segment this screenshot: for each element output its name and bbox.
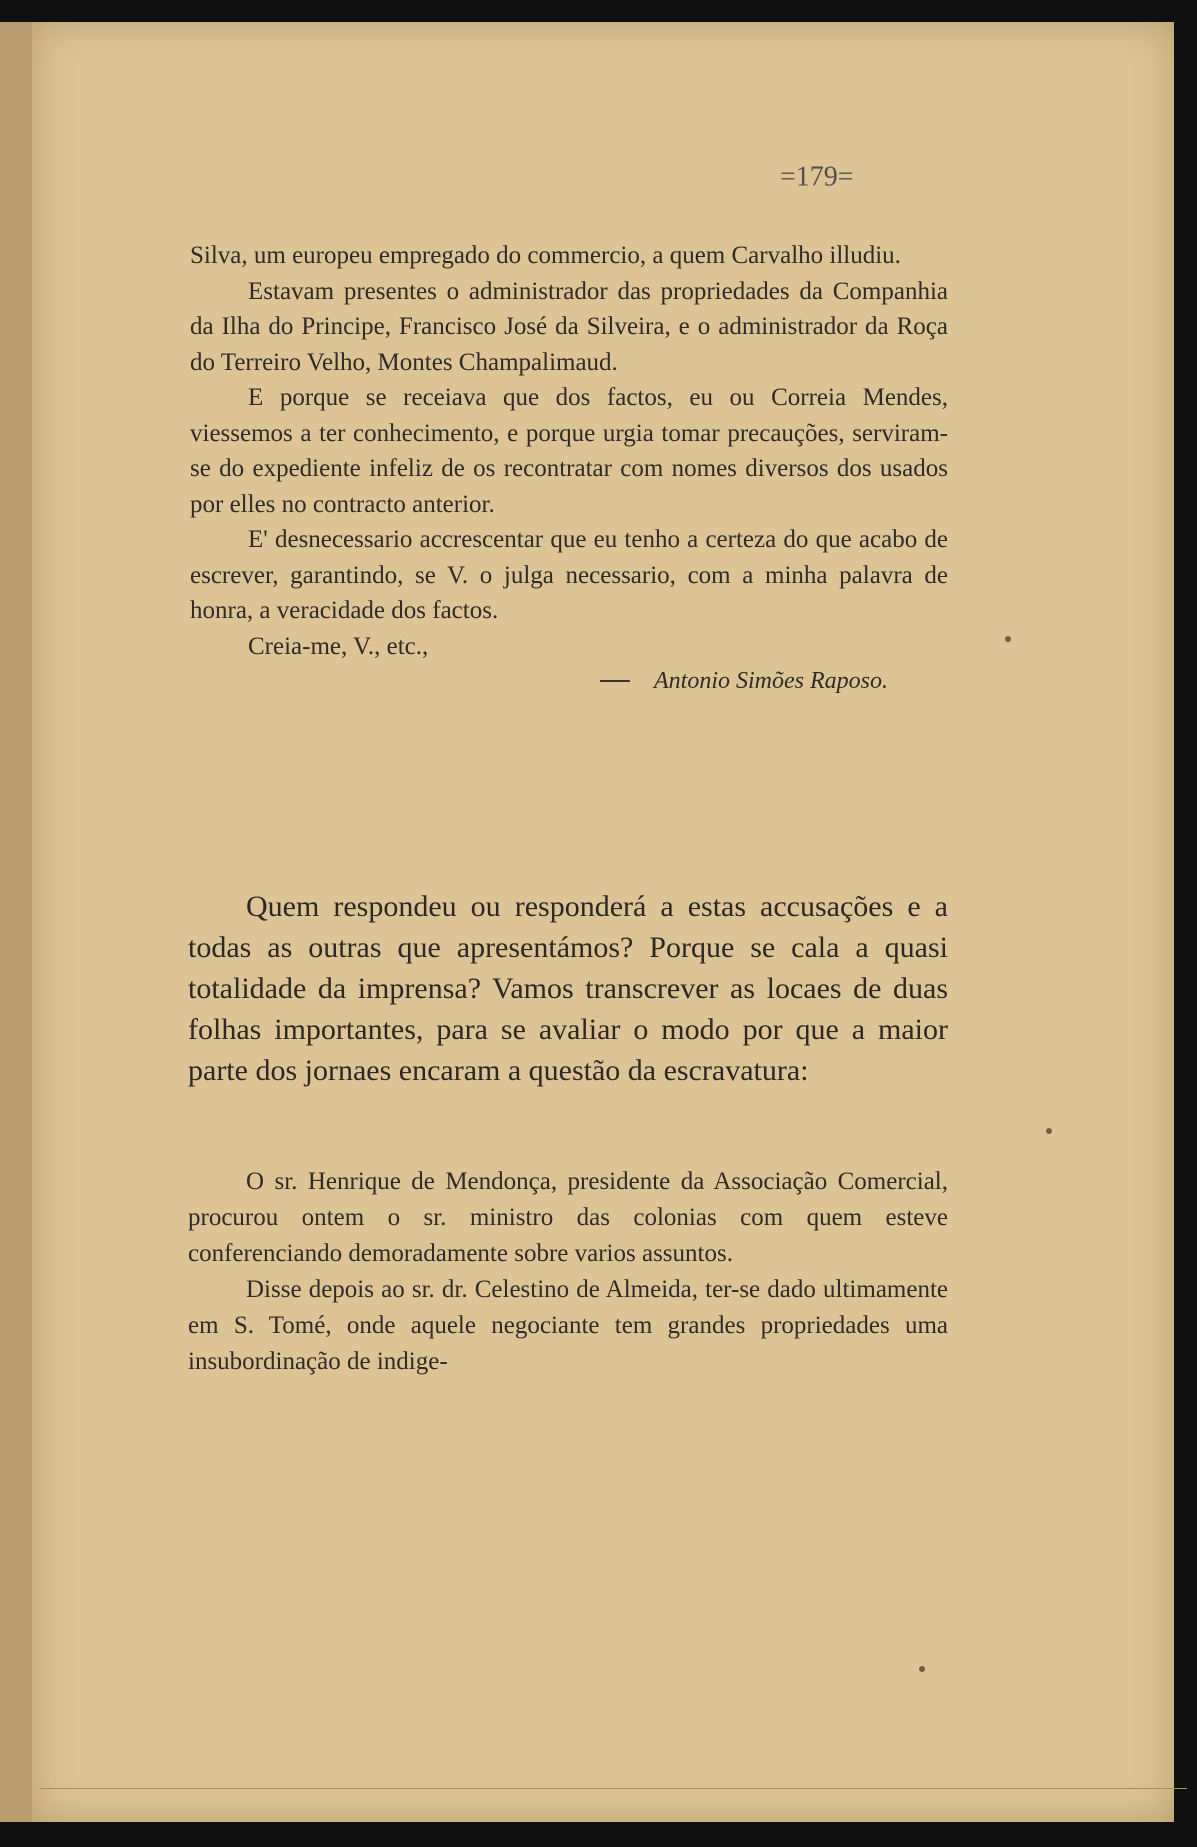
letter-excerpt [190,238,948,698]
letter-paragraph-2: Estavam presentes o administrador das propriedades da Companhia da Ilha do Principe, Francisco José da Silveira, e o administrador da Roça do Terreiro Velho, Montes Champalimaud. [190,277,948,376]
letter-paragraph-3: E porque se receiava que dos factos, eu ou Correia Mendes, viessemos a ter conhecimento, e porque urgia tomar precauções, serviram-se do expediente infeliz de os recontratar com nomes diversos dos usados por elles no contracto anterior. [190,384,948,518]
paper-spot [919,1666,925,1672]
paper-spot [1005,636,1011,642]
main-text-block [188,886,948,1091]
signature [190,664,948,698]
quoted-paragraph-2: Disse depois ao sr. dr. Celestino de Almeida, ter-se dado ultimamente em S. Tomé, onde aquele negociante tem grandes propriedades uma insubordinação de indige- [188,1276,948,1375]
signature-text: Antonio Simões Raposo. [654,668,888,694]
page-number-value: 179 [795,161,838,193]
letter-paragraph-1: Silva, um europeu empregado do commercio, a quem Carvalho illudiu. [190,242,901,269]
letter-paragraph-4: E' desnecessario accrescentar que eu tenho a certeza do que acabo de escrever, garantindo, se V. o julga necessario, com a minha palavra de honra, a veracidade dos factos. [190,526,948,624]
letter-paragraph-5: Creia-me, V., etc., [248,632,429,660]
signature-dash [600,680,630,682]
main-paragraph: Quem respondeu ou responderá a estas accusações e a todas as outras que apresentámos? Porque se cala a quasi totalidade da imprensa? Vamos transcrever as locaes de duas folhas importantes, para se avaliar o modo por que a maior parte dos jornaes encaram a questão da escravatura: [188,890,948,1087]
bottom-rule [40,1788,1187,1789]
page-number: =179= [780,161,854,193]
paper-spot [1046,1128,1052,1134]
quoted-article [188,1164,948,1380]
quoted-paragraph-1: O sr. Henrique de Mendonça, presidente da Associação Comercial, procurou ontem o sr. ministro das colonias com quem esteve conferenciando demoradamente sobre varios assuntos. [188,1168,948,1267]
